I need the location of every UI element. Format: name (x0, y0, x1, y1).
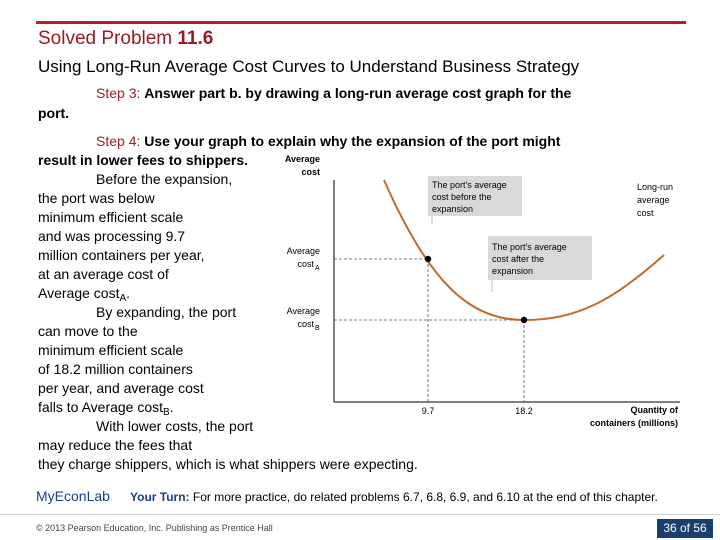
your-turn-text: For more practice, do related problems 6.7, 6.8, 6.9, and 6.10 at the end of this chapter. (192, 490, 658, 504)
y-tick-b-line1: Average (286, 306, 320, 316)
y-tick-a-line1: Average (286, 246, 320, 256)
curve-label-line1: Long-run (637, 182, 674, 192)
step4-text: Use your graph to explain why the expansion of the port might (144, 133, 561, 149)
callout-after-line1: The port's average (492, 242, 567, 252)
body-line-16: they charge shippers, which is what shippers were expecting. (38, 456, 418, 472)
x-tick-18-2: 18.2 (515, 406, 533, 416)
y-axis-title-line1: Average (284, 154, 320, 164)
step3-text: Answer part b. by drawing a long-run average cost graph for the (144, 85, 572, 101)
slide-title (38, 28, 213, 50)
callout-before-line2: cost before the (432, 192, 492, 202)
body-line-6: at an average cost of (38, 266, 169, 282)
y-axis-title-line2: cost (301, 167, 320, 177)
body-line-1: Before the expansion, (96, 171, 233, 187)
title-prefix: Solved Problem (38, 28, 173, 49)
body-line-8: By expanding, the port (96, 304, 237, 320)
y-tick-b-line2: cost (297, 319, 314, 329)
callout-after-line2: cost after the (492, 254, 545, 264)
body-line-2: the port was below (38, 190, 155, 206)
body-line-15: may reduce the fees that (38, 437, 193, 453)
step3-label: Step 3: (96, 85, 141, 101)
callout-before-line1: The port's average (432, 180, 507, 190)
copyright-notice: © 2013 Pearson Education, Inc. Publishing as Prentice Hall (36, 523, 273, 533)
long-run-average-cost-chart (268, 150, 688, 440)
body-line-13-text: falls to Average cost (38, 399, 164, 415)
body-line-13-end: . (169, 399, 174, 415)
footer-rule (0, 514, 720, 515)
body-line-7-sub: A (119, 293, 127, 304)
callout-before-line3: expansion (432, 204, 474, 214)
title-rule (36, 21, 686, 24)
step3-cont: port. (38, 105, 70, 121)
x-tick-9-7: 9.7 (421, 406, 435, 416)
body-line-11: of 18.2 million containers (38, 361, 193, 377)
step4-label: Step 4: (96, 133, 141, 149)
y-tick-a-sub: A (315, 265, 320, 272)
curve-label-line2: average (637, 195, 670, 205)
your-turn-note (130, 490, 658, 504)
body-line-4: and was processing 9.7 (38, 228, 186, 244)
title-number: 11.6 (177, 28, 214, 49)
body-line-5: million containers per year, (38, 247, 205, 263)
step3-line (96, 84, 571, 103)
body-line-12: per year, and average cost (38, 380, 204, 396)
x-axis-title-line1: Quantity of (630, 405, 678, 415)
callout-after-line3: expansion (492, 266, 534, 276)
step4-cont: result in lower fees to shippers. (38, 152, 249, 168)
myeconlab-link[interactable]: MyEconLab (36, 488, 110, 504)
point-a (425, 256, 431, 262)
guide-lines (334, 259, 524, 402)
body-line-13-sub: B (163, 407, 170, 418)
x-axis-title-line2: containers (millions) (589, 418, 678, 428)
slide-subtitle: Using Long-Run Average Cost Curves to Understand Business Strategy (38, 57, 580, 76)
body-line-7-text: Average cost (38, 285, 120, 301)
y-tick-a-line2: cost (297, 259, 314, 269)
body-line-9: can move to the (38, 323, 138, 339)
body-line-7-end: . (126, 285, 131, 301)
page-number-badge: 36 of 56 (657, 519, 713, 538)
body-line-10: minimum efficient scale (38, 342, 184, 358)
step4-line (96, 132, 560, 151)
body-line-14: With lower costs, the port (96, 418, 254, 434)
y-tick-b-sub: B (315, 325, 320, 332)
your-turn-label: Your Turn: (130, 490, 190, 504)
curve-label-line3: cost (637, 208, 654, 218)
body-line-3: minimum efficient scale (38, 209, 184, 225)
point-b (521, 317, 527, 323)
